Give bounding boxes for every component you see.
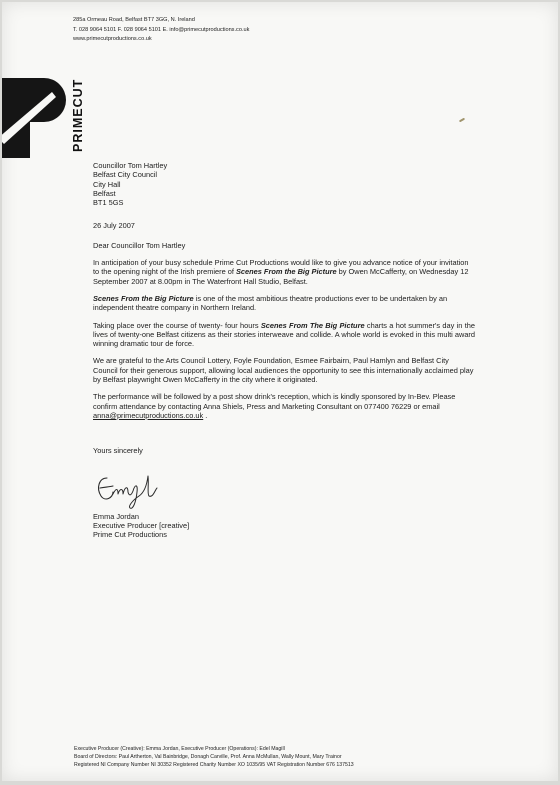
footer-registration: Registered NI Company Number NI 30352 Registered Charity Number XO 1035/95 VAT Registration Number 676 137513 <box>74 762 354 769</box>
address-line-website: www.primecutproductions.co.uk <box>73 36 152 42</box>
footer-executive-producers: Executive Producer (Creative): Emma Jordan, Executive Producer (Operations): Edel Magill <box>74 746 285 752</box>
p5-text-a: The performance will be followed by a post show drink's reception, which is kindly sponsored by In-Bev. Please confirm attendance by contacting Anna Shiels, Press and Marketing Consultant on 077400 76229 or email <box>93 392 456 411</box>
paragraph-5 <box>93 392 475 420</box>
p2-text: is one of the most ambitious theatre productions ever to be undertaken by an independent theatre company in Northern Ireland. <box>93 293 448 313</box>
prime-cut-logo-icon <box>2 78 66 158</box>
salutation: Dear Councillor Tom Hartley <box>93 240 186 250</box>
letter-page <box>2 2 558 781</box>
footer-board-of-directors: Board of Directors: Paul Artherton, Val Bainbridge, Donagh Carville, Prof. Anna McMullan, Wally Mount, Mary Trainor <box>74 754 342 761</box>
letter-body <box>93 161 475 539</box>
recipient-postcode: BT1 5GS <box>93 198 124 208</box>
p1-text-a: In anticipation of your busy schedule Prime Cut Productions would like to give you advance notice of your invitation to the opening night of the Irish premiere of <box>93 258 469 277</box>
address-line-contact: T. 028 9064 5101 F. 028 9064 5101 E. info@primecutproductions.co.uk <box>73 26 250 33</box>
recipient-name: Councillor Tom Hartley <box>93 161 168 170</box>
recipient-building: City Hall <box>93 179 121 189</box>
letterhead-address <box>73 16 249 45</box>
letterhead-footer <box>74 745 354 770</box>
p3-play-title: Scenes From The Big Picture <box>260 320 365 330</box>
p3-text-a: Taking place over the course of twenty- four hours <box>93 320 261 330</box>
p1-text-b: by Owen McCafferty, on Wednesday 12 September 2007 at 8.00pm in The Waterfront Hall Studio, Belfast. <box>93 267 469 286</box>
paragraph-1 <box>93 258 475 286</box>
recipient-city: Belfast <box>93 188 116 198</box>
handwritten-signature-icon <box>93 464 167 512</box>
contact-email-link[interactable]: anna@primecutproductions.co.uk <box>93 410 204 420</box>
paragraph-4: We are grateful to the Arts Council Lottery, Foyle Foundation, Esmee Fairbairn, Paul Hamlyn and Belfast City Council for their generous support, allowing local audiences the opportunity to see this internationally acclaimed play by Belfast playwright Owen McCafferty in the city where it originated. <box>93 356 474 385</box>
p3-text-b: charts a hot summer's day in the lives of twenty-one Belfast citizens as their stories interweave and collide. A whole world is evoked in this multi award winning dramatic tour de force. <box>93 320 475 349</box>
p1-play-title: Scenes From the Big Picture <box>235 267 337 277</box>
paragraph-2 <box>93 294 475 313</box>
address-line-street: 285a Ormeau Road, Belfast BT7 3GG, N. Ireland <box>73 17 195 23</box>
paragraph-3 <box>93 321 475 349</box>
p2-play-title: Scenes From the Big Picture <box>93 293 194 303</box>
ink-mark <box>459 118 465 123</box>
signer-block <box>93 512 475 540</box>
recipient-org: Belfast City Council <box>93 170 158 180</box>
recipient-address <box>93 161 475 207</box>
signer-name: Emma Jordan <box>93 511 140 521</box>
closing: Yours sincerely <box>93 446 143 456</box>
p5-text-b: . <box>203 410 208 420</box>
prime-cut-wordmark: PRIMECUT <box>71 78 85 152</box>
letter-date: 26 July 2007 <box>93 221 135 231</box>
signer-company: Prime Cut Productions <box>93 530 167 540</box>
signer-title: Executive Producer [creative] <box>93 520 190 530</box>
